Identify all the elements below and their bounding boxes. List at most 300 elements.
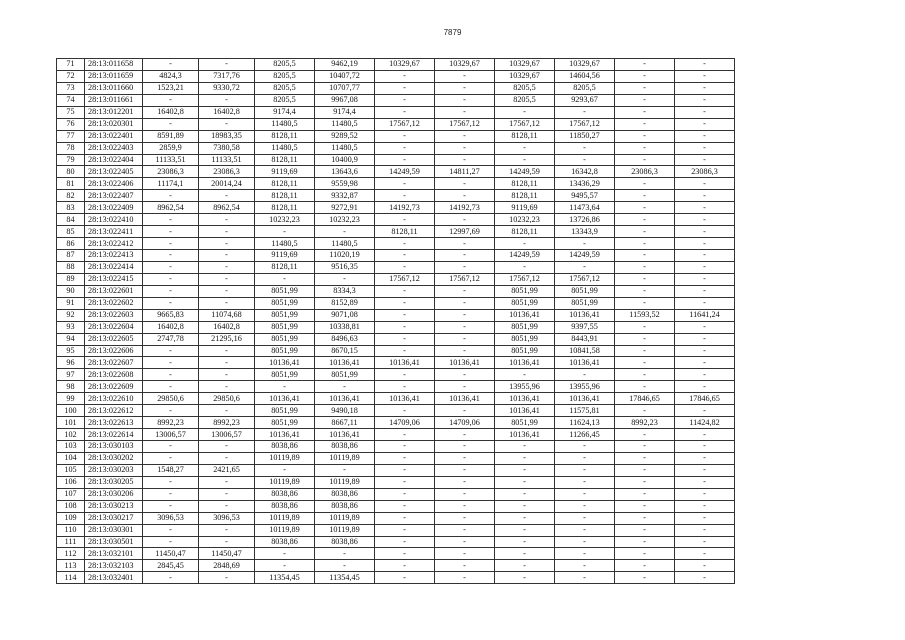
value-cell: 17567,12: [495, 118, 555, 130]
value-cell: -: [615, 512, 675, 524]
row-number-cell: 81: [57, 178, 85, 190]
value-cell: 23086,3: [143, 166, 199, 178]
value-cell: 11480,5: [255, 118, 315, 130]
value-cell: -: [675, 273, 735, 285]
value-cell: -: [555, 154, 615, 166]
value-cell: -: [675, 285, 735, 297]
value-cell: -: [615, 297, 675, 309]
value-cell: 14249,59: [375, 166, 435, 178]
value-cell: -: [143, 524, 199, 536]
value-cell: 10136,41: [315, 393, 375, 405]
value-cell: -: [675, 405, 735, 417]
value-cell: 8038,86: [315, 500, 375, 512]
value-cell: 2848,69: [199, 560, 255, 572]
value-cell: 10329,67: [495, 70, 555, 82]
value-cell: -: [435, 464, 495, 476]
value-cell: 8962,54: [143, 202, 199, 214]
value-cell: 10136,41: [495, 357, 555, 369]
table-row: [57, 154, 735, 166]
table-row: [57, 130, 735, 142]
cadastral-code-cell: 28:13:022413: [85, 250, 143, 262]
value-cell: 11850,27: [555, 130, 615, 142]
row-number-cell: 77: [57, 130, 85, 142]
value-cell: -: [615, 178, 675, 190]
value-cell: 8205,5: [255, 82, 315, 94]
value-cell: 23086,3: [675, 166, 735, 178]
value-cell: -: [615, 429, 675, 441]
value-cell: -: [615, 106, 675, 118]
row-number-cell: 87: [57, 250, 85, 262]
cadastral-code-cell: 28:13:022606: [85, 345, 143, 357]
cadastral-code-cell: 28:13:020301: [85, 118, 143, 130]
value-cell: -: [315, 464, 375, 476]
row-number-cell: 105: [57, 464, 85, 476]
value-cell: -: [555, 560, 615, 572]
value-cell: 8205,5: [255, 70, 315, 82]
value-cell: -: [199, 405, 255, 417]
value-cell: 8128,11: [255, 130, 315, 142]
value-cell: -: [435, 309, 495, 321]
value-cell: -: [495, 536, 555, 548]
value-cell: 17567,12: [435, 273, 495, 285]
value-cell: -: [143, 118, 199, 130]
value-cell: 8051,99: [315, 369, 375, 381]
cadastral-code-cell: 28:13:022614: [85, 429, 143, 441]
value-cell: -: [375, 94, 435, 106]
value-cell: 8038,86: [315, 536, 375, 548]
table-row: [57, 190, 735, 202]
table-row: [57, 429, 735, 441]
value-cell: -: [435, 536, 495, 548]
value-cell: -: [435, 261, 495, 273]
value-cell: -: [495, 441, 555, 453]
value-cell: 10119,89: [255, 476, 315, 488]
value-cell: -: [555, 512, 615, 524]
value-cell: 17567,12: [375, 118, 435, 130]
value-cell: -: [315, 226, 375, 238]
value-cell: -: [375, 524, 435, 536]
value-cell: 14192,73: [375, 202, 435, 214]
table-row: [57, 226, 735, 238]
value-cell: -: [199, 238, 255, 250]
value-cell: -: [675, 476, 735, 488]
value-cell: -: [615, 285, 675, 297]
value-cell: -: [615, 357, 675, 369]
value-cell: -: [615, 464, 675, 476]
value-cell: -: [675, 190, 735, 202]
table-row: [57, 572, 735, 584]
value-cell: 10119,89: [315, 524, 375, 536]
value-cell: -: [143, 297, 199, 309]
value-cell: 11074,68: [199, 309, 255, 321]
value-cell: -: [675, 333, 735, 345]
row-number-cell: 86: [57, 238, 85, 250]
value-cell: 9559,98: [315, 178, 375, 190]
value-cell: 8051,99: [255, 297, 315, 309]
value-cell: -: [675, 464, 735, 476]
value-cell: -: [199, 59, 255, 71]
value-cell: 8038,86: [255, 441, 315, 453]
value-cell: 11133,51: [143, 154, 199, 166]
value-cell: -: [615, 536, 675, 548]
value-cell: 9490,18: [315, 405, 375, 417]
value-cell: -: [675, 261, 735, 273]
value-cell: -: [615, 202, 675, 214]
value-cell: -: [555, 476, 615, 488]
value-cell: -: [615, 488, 675, 500]
value-cell: 8038,86: [255, 500, 315, 512]
table-row: [57, 476, 735, 488]
value-cell: -: [675, 321, 735, 333]
value-cell: -: [143, 357, 199, 369]
table-row: [57, 214, 735, 226]
data-table-container: [56, 58, 735, 584]
value-cell: 14604,56: [555, 70, 615, 82]
table-row: [57, 166, 735, 178]
value-cell: -: [375, 536, 435, 548]
value-cell: 11354,45: [255, 572, 315, 584]
value-cell: 11575,81: [555, 405, 615, 417]
value-cell: -: [495, 512, 555, 524]
value-cell: -: [555, 369, 615, 381]
value-cell: 10119,89: [255, 452, 315, 464]
value-cell: 11020,19: [315, 250, 375, 262]
value-cell: 8038,86: [255, 536, 315, 548]
value-cell: -: [615, 548, 675, 560]
value-cell: -: [615, 118, 675, 130]
value-cell: 13955,96: [495, 381, 555, 393]
table-row: [57, 106, 735, 118]
value-cell: 10136,41: [495, 309, 555, 321]
table-row: [57, 488, 735, 500]
value-cell: -: [255, 464, 315, 476]
value-cell: -: [375, 70, 435, 82]
value-cell: -: [495, 238, 555, 250]
value-cell: 7380,58: [199, 142, 255, 154]
value-cell: -: [615, 333, 675, 345]
value-cell: -: [199, 297, 255, 309]
value-cell: 3096,53: [199, 512, 255, 524]
cadastral-code-cell: 28:13:022403: [85, 142, 143, 154]
value-cell: -: [675, 82, 735, 94]
row-number-cell: 108: [57, 500, 85, 512]
row-number-cell: 82: [57, 190, 85, 202]
value-cell: -: [495, 548, 555, 560]
value-cell: 16402,8: [199, 321, 255, 333]
value-cell: -: [315, 273, 375, 285]
row-number-cell: 80: [57, 166, 85, 178]
value-cell: -: [375, 512, 435, 524]
row-number-cell: 102: [57, 429, 85, 441]
value-cell: 10232,23: [315, 214, 375, 226]
value-cell: -: [615, 381, 675, 393]
value-cell: 9289,52: [315, 130, 375, 142]
table-row: [57, 417, 735, 429]
value-cell: -: [675, 452, 735, 464]
value-cell: -: [375, 476, 435, 488]
value-cell: -: [199, 381, 255, 393]
value-cell: -: [375, 106, 435, 118]
value-cell: 10232,23: [495, 214, 555, 226]
value-cell: -: [143, 452, 199, 464]
row-number-cell: 100: [57, 405, 85, 417]
table-row: [57, 536, 735, 548]
row-number-cell: 107: [57, 488, 85, 500]
value-cell: -: [555, 500, 615, 512]
value-cell: -: [615, 405, 675, 417]
value-cell: -: [375, 548, 435, 560]
value-cell: -: [615, 572, 675, 584]
value-cell: 10136,41: [255, 429, 315, 441]
value-cell: 8205,5: [495, 82, 555, 94]
value-cell: -: [615, 261, 675, 273]
value-cell: -: [615, 250, 675, 262]
value-cell: 9397,55: [555, 321, 615, 333]
table-row: [57, 250, 735, 262]
value-cell: -: [555, 452, 615, 464]
row-number-cell: 91: [57, 297, 85, 309]
value-cell: 8205,5: [255, 59, 315, 71]
row-number-cell: 84: [57, 214, 85, 226]
value-cell: 8152,89: [315, 297, 375, 309]
table-row: [57, 142, 735, 154]
value-cell: 14249,59: [555, 250, 615, 262]
cadastral-code-cell: 28:13:032101: [85, 548, 143, 560]
value-cell: 8038,86: [255, 488, 315, 500]
value-cell: -: [199, 476, 255, 488]
value-cell: 8992,23: [615, 417, 675, 429]
value-cell: -: [435, 476, 495, 488]
cadastral-code-cell: 28:13:022608: [85, 369, 143, 381]
value-cell: -: [375, 441, 435, 453]
value-cell: 8051,99: [255, 285, 315, 297]
value-cell: 11480,5: [255, 142, 315, 154]
value-cell: 10841,58: [555, 345, 615, 357]
table-row: [57, 285, 735, 297]
value-cell: 2747,78: [143, 333, 199, 345]
value-cell: -: [435, 178, 495, 190]
value-cell: 11641,24: [675, 309, 735, 321]
value-cell: 8205,5: [495, 94, 555, 106]
value-cell: 9119,69: [255, 250, 315, 262]
cadastral-code-cell: 28:13:022411: [85, 226, 143, 238]
cadastral-code-cell: 28:13:030217: [85, 512, 143, 524]
value-cell: 8443,91: [555, 333, 615, 345]
value-cell: 17846,65: [675, 393, 735, 405]
value-cell: -: [255, 381, 315, 393]
value-cell: 11473,64: [555, 202, 615, 214]
value-cell: 10136,41: [375, 357, 435, 369]
value-cell: 11266,45: [555, 429, 615, 441]
value-cell: -: [615, 59, 675, 71]
value-cell: -: [615, 476, 675, 488]
value-cell: 17846,65: [615, 393, 675, 405]
value-cell: -: [315, 548, 375, 560]
value-cell: -: [375, 369, 435, 381]
value-cell: 10136,41: [255, 393, 315, 405]
value-cell: -: [675, 441, 735, 453]
value-cell: -: [375, 238, 435, 250]
value-cell: 23086,3: [199, 166, 255, 178]
value-cell: -: [375, 142, 435, 154]
value-cell: 14811,27: [435, 166, 495, 178]
value-cell: 7317,76: [199, 70, 255, 82]
value-cell: -: [435, 250, 495, 262]
row-number-cell: 113: [57, 560, 85, 572]
cadastral-code-cell: 28:13:022610: [85, 393, 143, 405]
value-cell: 4824,3: [143, 70, 199, 82]
cadastral-code-cell: 28:13:030103: [85, 441, 143, 453]
value-cell: 8591,89: [143, 130, 199, 142]
row-number-cell: 83: [57, 202, 85, 214]
value-cell: -: [199, 357, 255, 369]
value-cell: -: [675, 429, 735, 441]
value-cell: -: [199, 500, 255, 512]
table-row: [57, 82, 735, 94]
value-cell: -: [615, 142, 675, 154]
value-cell: 8128,11: [495, 190, 555, 202]
table-row: [57, 202, 735, 214]
value-cell: 11133,51: [199, 154, 255, 166]
row-number-cell: 96: [57, 357, 85, 369]
cadastral-code-cell: 28:13:011659: [85, 70, 143, 82]
value-cell: 8334,3: [315, 285, 375, 297]
table-row: [57, 261, 735, 273]
value-cell: 16402,8: [143, 321, 199, 333]
value-cell: -: [375, 130, 435, 142]
value-cell: -: [375, 297, 435, 309]
value-cell: 14249,59: [495, 250, 555, 262]
value-cell: 8051,99: [255, 333, 315, 345]
value-cell: 11174,1: [143, 178, 199, 190]
value-cell: 11450,47: [143, 548, 199, 560]
value-cell: 8051,99: [495, 333, 555, 345]
cadastral-code-cell: 28:13:011658: [85, 59, 143, 71]
value-cell: 10707,77: [315, 82, 375, 94]
cadastral-code-cell: 28:13:030202: [85, 452, 143, 464]
value-cell: -: [555, 524, 615, 536]
value-cell: -: [435, 488, 495, 500]
value-cell: 8670,15: [315, 345, 375, 357]
value-cell: 8051,99: [555, 297, 615, 309]
value-cell: -: [199, 118, 255, 130]
table-row: [57, 500, 735, 512]
value-cell: -: [675, 226, 735, 238]
value-cell: -: [495, 464, 555, 476]
value-cell: -: [435, 381, 495, 393]
value-cell: 13006,57: [143, 429, 199, 441]
cadastral-code-cell: 28:13:030213: [85, 500, 143, 512]
value-cell: -: [675, 488, 735, 500]
value-cell: -: [675, 154, 735, 166]
value-cell: 8051,99: [495, 321, 555, 333]
table-row: [57, 524, 735, 536]
value-cell: 11424,82: [675, 417, 735, 429]
value-cell: 10119,89: [255, 512, 315, 524]
value-cell: -: [375, 154, 435, 166]
value-cell: 8128,11: [255, 190, 315, 202]
value-cell: -: [199, 572, 255, 584]
value-cell: -: [555, 572, 615, 584]
table-row: [57, 333, 735, 345]
value-cell: -: [435, 345, 495, 357]
value-cell: 10136,41: [435, 357, 495, 369]
value-cell: 13006,57: [199, 429, 255, 441]
value-cell: -: [435, 441, 495, 453]
row-number-cell: 90: [57, 285, 85, 297]
value-cell: -: [143, 214, 199, 226]
value-cell: -: [555, 106, 615, 118]
value-cell: 8992,23: [143, 417, 199, 429]
row-number-cell: 76: [57, 118, 85, 130]
value-cell: 10136,41: [315, 429, 375, 441]
value-cell: -: [375, 464, 435, 476]
value-cell: 9495,57: [555, 190, 615, 202]
value-cell: -: [675, 560, 735, 572]
value-cell: -: [143, 572, 199, 584]
value-cell: -: [199, 261, 255, 273]
value-cell: -: [555, 238, 615, 250]
value-cell: -: [375, 500, 435, 512]
value-cell: 8962,54: [199, 202, 255, 214]
row-number-cell: 89: [57, 273, 85, 285]
value-cell: -: [199, 226, 255, 238]
value-cell: -: [495, 500, 555, 512]
value-cell: 9174,4: [315, 106, 375, 118]
value-cell: -: [435, 297, 495, 309]
value-cell: -: [435, 106, 495, 118]
value-cell: -: [199, 273, 255, 285]
value-cell: 10329,67: [375, 59, 435, 71]
value-cell: 8128,11: [255, 178, 315, 190]
value-cell: 13955,96: [555, 381, 615, 393]
cadastral-code-cell: 28:13:030301: [85, 524, 143, 536]
value-cell: -: [615, 560, 675, 572]
cadastral-code-cell: 28:13:022404: [85, 154, 143, 166]
value-cell: -: [375, 488, 435, 500]
table-row: [57, 297, 735, 309]
value-cell: -: [255, 548, 315, 560]
value-cell: -: [199, 214, 255, 226]
value-cell: -: [495, 142, 555, 154]
value-cell: -: [615, 452, 675, 464]
value-cell: -: [495, 476, 555, 488]
value-cell: -: [615, 214, 675, 226]
value-cell: 8051,99: [495, 417, 555, 429]
cadastral-code-cell: 28:13:022401: [85, 130, 143, 142]
row-number-cell: 73: [57, 82, 85, 94]
value-cell: -: [375, 572, 435, 584]
row-number-cell: 114: [57, 572, 85, 584]
value-cell: -: [675, 345, 735, 357]
value-cell: 29850,6: [199, 393, 255, 405]
value-cell: 10407,72: [315, 70, 375, 82]
value-cell: 13436,29: [555, 178, 615, 190]
value-cell: -: [435, 154, 495, 166]
value-cell: -: [435, 333, 495, 345]
value-cell: -: [199, 536, 255, 548]
value-cell: 13726,86: [555, 214, 615, 226]
value-cell: 8038,86: [315, 441, 375, 453]
row-number-cell: 85: [57, 226, 85, 238]
table-row: [57, 94, 735, 106]
value-cell: 8051,99: [255, 345, 315, 357]
value-cell: -: [435, 524, 495, 536]
table-row: [57, 273, 735, 285]
value-cell: -: [495, 572, 555, 584]
table-row: [57, 381, 735, 393]
row-number-cell: 94: [57, 333, 85, 345]
